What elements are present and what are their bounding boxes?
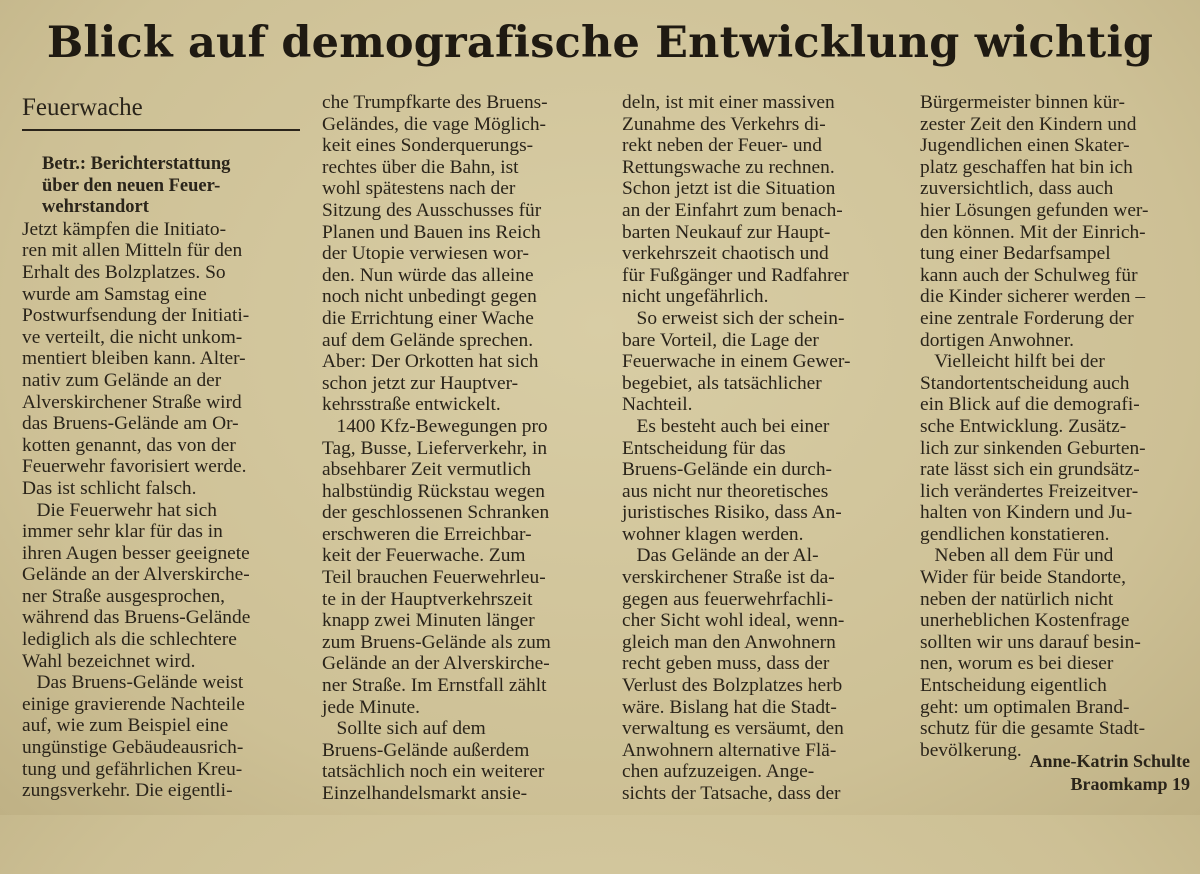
text-line: nicht ungefährlich.: [622, 286, 769, 308]
text-line: Zunahme des Verkehrs di-: [622, 113, 826, 135]
text-line: für Fußgänger und Radfahrer: [622, 264, 849, 286]
text-line: wohl spätestens nach der: [322, 178, 516, 200]
text-line: cher Sicht wohl ideal, wenn-: [622, 610, 845, 632]
text-line: Sitzung des Ausschusses für: [322, 199, 542, 221]
text-line: ungünstige Gebäudeausrich-: [22, 737, 244, 759]
text-line: Anwohnern alternative Flä-: [622, 739, 837, 761]
text-line: die Errichtung einer Wache: [322, 307, 534, 329]
text-line: Die Feuerwehr hat sich: [22, 499, 217, 521]
text-line: 1400 Kfz-Bewegungen pro: [322, 415, 548, 437]
text-line: den können. Mit der Einrich-: [920, 221, 1146, 243]
text-line: Gelände an der Alverskirche-: [22, 564, 250, 586]
text-line: bare Vorteil, die Lage der: [622, 329, 819, 351]
text-line: Teil brauchen Feuerwehrleu-: [322, 567, 546, 589]
text-line: Nachteil.: [622, 394, 693, 416]
text-line: rate lässt sich ein grundsätz-: [920, 459, 1140, 481]
text-line: ihren Augen besser geeignete: [22, 542, 250, 564]
text-line: Verlust des Bolzplatzes herb: [622, 675, 843, 697]
text-line: halbstündig Rückstau wegen: [322, 480, 545, 502]
text-line: ner Straße. Im Ernstfall zählt: [322, 675, 547, 697]
text-line: ein Blick auf die demografi-: [920, 394, 1140, 416]
author-address: Braomkamp 19: [1070, 774, 1190, 794]
text-line: wohner klagen werden.: [622, 523, 804, 545]
text-line: Feuerwehr favorisiert werde.: [22, 456, 247, 478]
text-line: den. Nun würde das alleine: [322, 264, 534, 286]
text-line: verkehrszeit chaotisch und: [622, 243, 829, 265]
text-line: gendlichen konstatieren.: [920, 523, 1110, 545]
article-column-4: [920, 92, 1195, 812]
subject-line: über den neuen Feuer-: [42, 175, 221, 196]
text-line: lediglich als die schlechtere: [22, 629, 237, 651]
text-line: Es besteht auch bei einer: [622, 415, 830, 437]
text-line: Planen und Bauen ins Reich: [322, 221, 541, 243]
text-line: zum Bruens-Gelände als zum: [322, 631, 551, 653]
text-line: Bürgermeister binnen kür-: [920, 92, 1125, 113]
text-line: gegen aus feuerwehrfachli-: [622, 588, 834, 610]
text-line: noch nicht unbedingt gegen: [322, 286, 537, 308]
text-line: immer sehr klar für das in: [22, 521, 223, 543]
text-line: der Utopie verwiesen wor-: [322, 243, 529, 265]
text-line: Alverskirchener Straße wird: [22, 391, 242, 413]
text-line: wäre. Bislang hat die Stadt-: [622, 696, 837, 718]
text-line: halten von Kindern und Ju-: [920, 502, 1133, 524]
section-rubric: Feuerwache: [22, 93, 300, 131]
text-line: dortigen Anwohner.: [920, 329, 1075, 351]
text-line: nen, worum es bei dieser: [920, 653, 1114, 675]
headline: Blick auf demografische Entwicklung wichtig: [46, 18, 1154, 68]
text-line: ren mit allen Mitteln für den: [22, 240, 243, 262]
subject-line: Betr.: Berichterstattung: [42, 154, 231, 174]
text-line: sollten wir uns darauf besin-: [920, 631, 1141, 653]
text-line: So erweist sich der schein-: [622, 307, 845, 329]
text-line: sche Entwicklung. Zusätz-: [920, 415, 1127, 437]
text-line: einige gravierende Nachteile: [22, 693, 245, 715]
text-line: Aber: Der Orkotten hat sich: [322, 351, 539, 373]
text-line: an der Einfahrt zum benach-: [622, 199, 843, 221]
text-line: geht: um optimalen Brand-: [920, 696, 1130, 718]
text-line: kehrsstraße entwickelt.: [322, 394, 501, 416]
text-line: auf, wie zum Beispiel eine: [22, 715, 229, 737]
text-line: erschweren die Erreichbar-: [322, 523, 532, 545]
text-line: die Kinder sicherer werden –: [920, 286, 1146, 308]
text-line: Entscheidung für das: [622, 437, 786, 459]
text-line: Sollte sich auf dem: [322, 718, 486, 740]
text-line: Rettungswache zu rechnen.: [622, 156, 835, 178]
text-line: Entscheidung eigentlich: [920, 675, 1107, 697]
text-line: aus nicht nur theoretisches: [622, 480, 829, 502]
text-line: juristisches Risiko, dass An-: [622, 502, 842, 524]
text-line: keit eines Sonderquerungs-: [322, 135, 534, 157]
text-line: schutz für die gesamte Stadt-: [920, 718, 1146, 740]
text-line: verwaltung es versäumt, den: [622, 718, 844, 740]
text-line: che Trumpfkarte des Bruens-: [322, 92, 548, 113]
text-line: kann auch der Schulweg für: [920, 264, 1138, 286]
text-line: lich verändertes Freizeitver-: [920, 480, 1139, 502]
text-line: barten Neukauf zur Haupt-: [622, 221, 831, 243]
text-line: rekt neben der Feuer- und: [622, 135, 822, 157]
text-line: keit der Feuerwache. Zum: [322, 545, 526, 567]
text-line: Das Bruens-Gelände weist: [22, 672, 244, 694]
text-line: ve verteilt, die nicht unkom-: [22, 326, 243, 348]
text-line: platz geschaffen hat bin ich: [920, 156, 1133, 178]
text-line: sichts der Tatsache, dass der: [622, 783, 841, 804]
text-line: rechtes über die Bahn, ist: [322, 156, 519, 178]
text-line: Bruens-Gelände außerdem: [322, 739, 530, 761]
text-line: Vielleicht hilft bei der: [920, 351, 1105, 373]
text-line: recht geben muss, dass der: [622, 653, 830, 675]
text-line: Erhalt des Bolzplatzes. So: [22, 261, 226, 283]
text-line: bevölkerung.: [920, 739, 1022, 761]
text-line: Das Gelände an der Al-: [622, 545, 819, 567]
article-column-1: [22, 154, 307, 874]
text-line: wurde am Samstag eine: [22, 283, 207, 305]
text-line: Wahl bezeichnet wird.: [22, 650, 196, 672]
text-line: ner Straße ausgesprochen,: [22, 585, 225, 607]
text-line: absehbarer Zeit vermutlich: [322, 459, 531, 481]
text-line: zuversichtlich, dass auch: [920, 178, 1114, 200]
text-line: Jetzt kämpfen die Initiato-: [22, 218, 227, 240]
text-line: Geländes, die vage Möglich-: [322, 113, 546, 135]
text-line: verskirchener Straße ist da-: [622, 567, 835, 589]
text-line: tung einer Bedarfsampel: [920, 243, 1111, 265]
text-line: neben der natürlich nicht: [920, 588, 1114, 610]
text-line: Feuerwache in einem Gewer-: [622, 351, 851, 373]
text-line: begebiet, als tatsächlicher: [622, 372, 822, 394]
text-line: tatsächlich noch ein weiterer: [322, 761, 545, 783]
text-line: während das Bruens-Gelände: [22, 607, 251, 629]
text-line: Das ist schlicht falsch.: [22, 477, 197, 499]
text-line: Einzelhandelsmarkt ansie-: [322, 783, 528, 804]
text-line: das Bruens-Gelände am Or-: [22, 413, 239, 435]
article-column-3: [622, 92, 907, 812]
text-line: zester Zeit den Kindern und: [920, 113, 1137, 135]
author-name: Anne-Katrin Schulte: [1029, 751, 1190, 771]
text-line: jede Minute.: [322, 696, 421, 718]
text-line: lich zur sinkenden Geburten-: [920, 437, 1146, 459]
text-line: te in der Hauptverkehrszeit: [322, 588, 533, 610]
text-line: mentiert bleiben kann. Alter-: [22, 348, 246, 370]
subject-line: wehrstandort: [42, 197, 149, 218]
text-line: Postwurfsendung der Initiati-: [22, 305, 250, 327]
text-line: hier Lösungen gefunden wer-: [920, 199, 1149, 221]
text-line: zungsverkehr. Die eigentli-: [22, 780, 233, 802]
text-line: schon jetzt zur Hauptver-: [322, 372, 519, 394]
article-column-2: [322, 92, 607, 812]
text-line: Neben all dem Für und: [920, 545, 1114, 567]
text-line: tung und gefährlichen Kreu-: [22, 758, 243, 780]
text-line: kotten genannt, das von der: [22, 434, 236, 456]
text-line: der geschlossenen Schranken: [322, 502, 550, 524]
text-line: knapp zwei Minuten länger: [322, 610, 535, 632]
text-line: Bruens-Gelände ein durch-: [622, 459, 832, 481]
text-line: Wider für beide Standorte,: [920, 567, 1126, 589]
text-line: auf dem Gelände sprechen.: [322, 329, 534, 351]
text-line: Jugendlichen einen Skater-: [920, 135, 1130, 157]
text-line: gleich man den Anwohnern: [622, 631, 836, 653]
text-line: deln, ist mit einer massiven: [622, 92, 835, 113]
text-line: eine zentrale Forderung der: [920, 307, 1134, 329]
text-line: nativ zum Gelände an der: [22, 369, 222, 391]
text-line: Gelände an der Alverskirche-: [322, 653, 550, 675]
text-line: unerheblichen Kostenfrage: [920, 610, 1130, 632]
text-line: chen aufzuzeigen. Ange-: [622, 761, 815, 783]
text-line: Tag, Busse, Lieferverkehr, in: [322, 437, 548, 459]
text-line: Standortentscheidung auch: [920, 372, 1130, 394]
text-line: Schon jetzt ist die Situation: [622, 178, 836, 200]
